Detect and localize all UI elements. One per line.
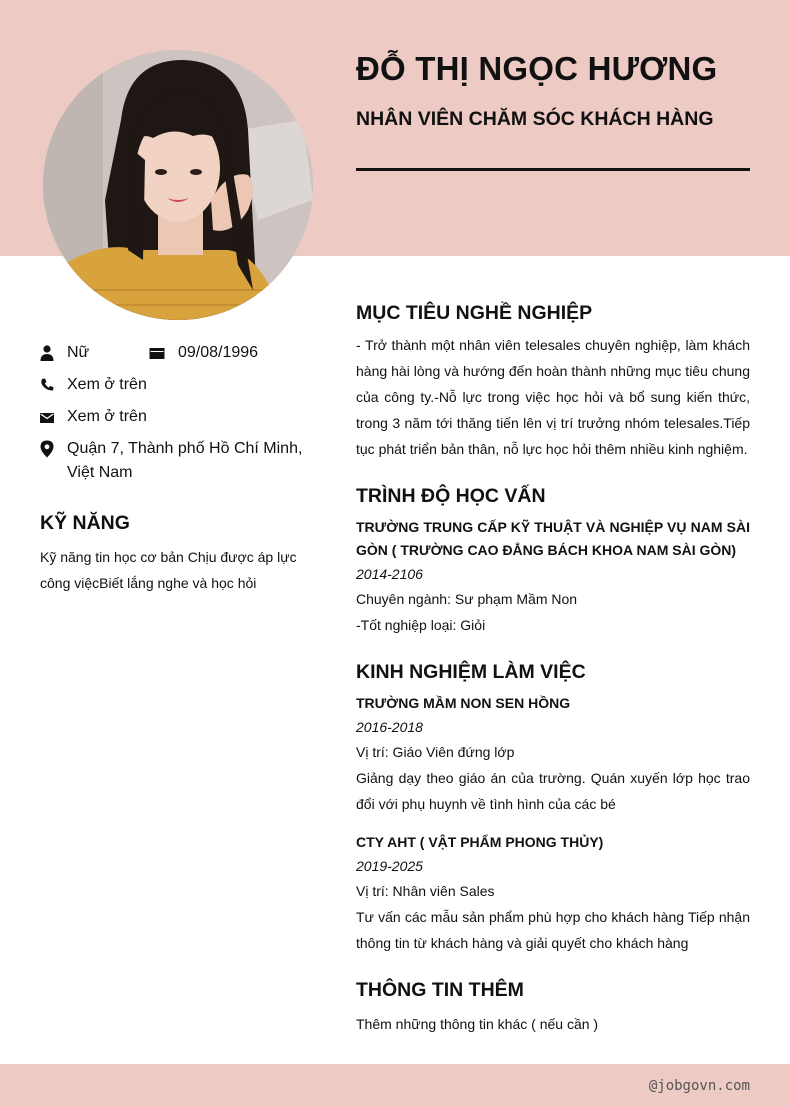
skills-text: Kỹ năng tin học cơ bản Chịu được áp lực công việcBiết lắng nghe và học hỏi: [40, 549, 297, 591]
phone-icon: [40, 376, 54, 394]
profile-photo: [43, 50, 313, 320]
job-company: TRƯỜNG MẦM NON SEN HỒNG: [356, 695, 571, 711]
location-pin-icon: [40, 440, 54, 458]
avatar: [43, 50, 313, 320]
phone-value: Xem ở trên: [67, 376, 147, 393]
title-divider: [356, 168, 750, 171]
email-row: [40, 405, 147, 429]
education-period: 2014-2106: [356, 566, 423, 582]
birthdate-row: [149, 341, 258, 365]
gender-value: Nữ: [67, 344, 90, 361]
skills-heading: KỸ NĂNG: [40, 512, 130, 534]
address-line-1: Quận 7, Thành phố Hồ Chí Minh,: [67, 440, 303, 457]
mail-icon: [40, 408, 54, 426]
birthdate-value: 09/08/1996: [178, 344, 259, 361]
job-period: 2016-2018: [356, 719, 423, 735]
job-title: NHÂN VIÊN CHĂM SÓC KHÁCH HÀNG: [356, 108, 714, 130]
person-icon: [40, 344, 54, 362]
education-heading: TRÌNH ĐỘ HỌC VẤN: [356, 485, 546, 507]
address-line-2: Việt Nam: [67, 464, 133, 481]
additional-heading: THÔNG TIN THÊM: [356, 979, 524, 1001]
objective-heading: MỤC TIÊU NGHỀ NGHIỆP: [356, 302, 593, 324]
email-value: Xem ở trên: [67, 408, 147, 425]
job-period: 2019-2025: [356, 858, 423, 874]
education-school: TRƯỜNG TRUNG CẤP KỸ THUẬT VÀ NGHIỆP VỤ NAM SÀI GÒN ( TRƯỜNG CAO ĐẲNG BÁCH KHOA NAM SÀI GÒN): [356, 519, 750, 558]
objective-text: - Trở thành một nhân viên telesales chuyên nghiệp, làm khách hàng hài lòng và hướng đến hoàn thành những mục tiêu chung của công ty.-Nỗ lực trong việc học hỏi và bổ sung kiến thức, trong 3 năm tới thăng tiến lên vị trí trưởng nhóm telesales.Tiếp tục phát triển bản thân, nỗ lực học hỏi thêm nhiều kinh nghiệm.: [356, 337, 750, 457]
phone-row: [40, 373, 147, 397]
additional-text: Thêm những thông tin khác ( nếu cần ): [356, 1016, 599, 1032]
address-value: [67, 437, 302, 485]
gender-row: [40, 341, 89, 365]
calendar-icon: [149, 344, 165, 362]
address-row: [40, 437, 302, 485]
job-company: CTY AHT ( VẬT PHẨM PHONG THỦY): [356, 834, 604, 850]
experience-heading: KINH NGHIỆM LÀM VIỆC: [356, 661, 586, 683]
candidate-name: ĐỖ THỊ NGỌC HƯƠNG: [356, 50, 718, 87]
job-description: Giảng dạy theo giáo án của trường. Quán xuyến lớp học trao đổi với phụ huynh về tình hình của các bé: [356, 770, 750, 812]
education-major: Chuyên ngành: Sư phạm Mầm Non: [356, 591, 578, 607]
job-position: Vị trí: Nhân viên Sales: [356, 883, 495, 899]
job-position: Vị trí: Giáo Viên đứng lớp: [356, 744, 515, 760]
education-result: -Tốt nghiệp loại: Giỏi: [356, 617, 486, 633]
job-description: Tư vấn các mẫu sản phẩm phù hợp cho khách hàng Tiếp nhận thông tin từ khách hàng và giải quyết cho khách hàng: [356, 909, 750, 951]
footer-watermark: @jobgovn.com: [648, 1078, 750, 1094]
